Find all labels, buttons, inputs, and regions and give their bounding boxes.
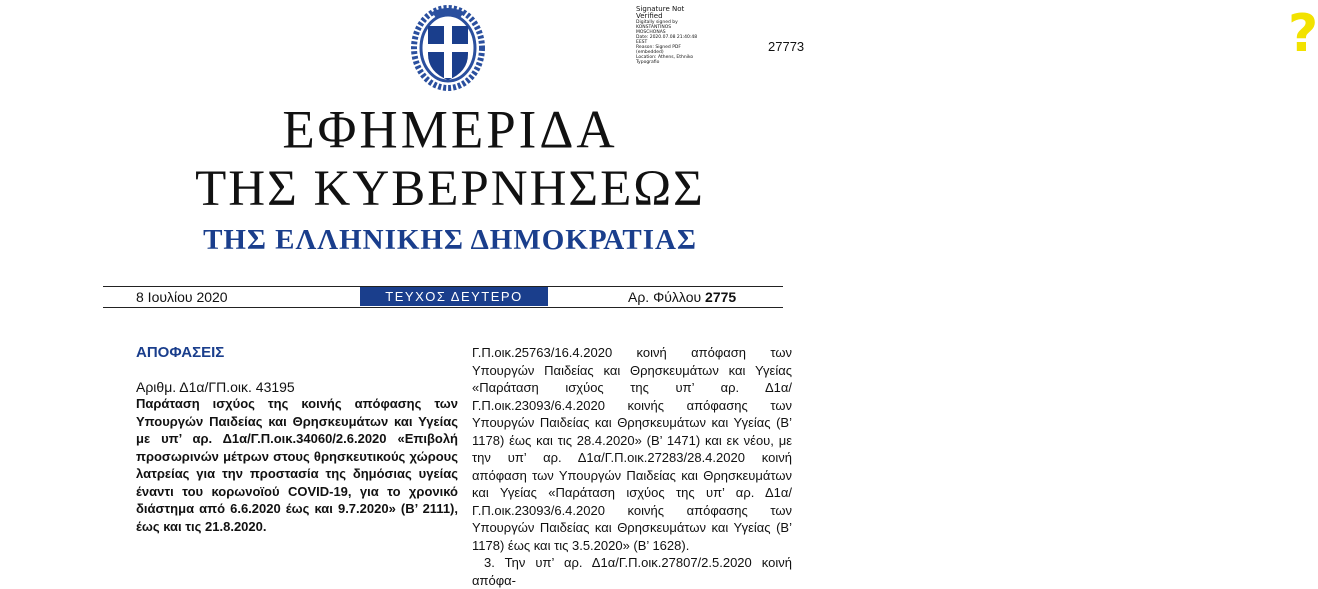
gazette-subtitle: ΤΗΣ ΚΥΒΕΡΝΗΣΕΩΣ — [195, 161, 705, 217]
sheet-number: Αρ. Φύλλου 2775 — [628, 289, 737, 305]
page-number: 27773 — [768, 39, 805, 54]
issue-type-badge: ΤΕΥΧΟΣ ΔΕΥΤΕΡΟ — [360, 287, 548, 306]
decision-title: Παράταση ισχύος της κοινής απόφασης των Υπουργών Παιδείας και Θρησκευμάτων και Υγείας με υπ’ αρ. Δ1α/Γ.Π.οικ.34060/2.6.2020 «Επιβολή προσωρινών μέτρων στους θρησκευτικούς χώρους λατρείας για την προστασία της δημόσιας υγείας έναντι του κορωνοϊού COVID-19, για το χρονικό διάστημα από 6.6.2020 έως και 9.7.2020» (Β’ 2111), έως και τις 21.8.2020. — [136, 396, 458, 534]
left-column — [136, 344, 458, 535]
section-heading: ΑΠΟΦΑΣΕΙΣ — [136, 344, 225, 361]
decision-number: Αριθμ. Δ1α/ΓΠ.οικ. 43195 — [136, 379, 295, 395]
issue-bar-bottom-rule — [103, 307, 783, 308]
greek-coat-of-arms-emblem — [410, 4, 486, 90]
gazette-title: ΕΦΗΜΕΡΙΔΑ — [282, 100, 618, 160]
body-paragraph: 3. Την υπ’ αρ. Δ1α/Γ.Π.οικ.27807/2.5.2020 κοινή απόφα- — [472, 555, 792, 588]
issue-date: 8 Ιουλίου 2020 — [136, 289, 228, 305]
signature-text: Signature Not Verified Digitally signed by KONSTANTINOS MOSCHONAS Date: 2020.07.08 21:40:48 EEST Reason: Signed PDF (embedded) Location: Athens, Ethniko Typografio — [636, 5, 698, 65]
republic-title: ΤΗΣ ΕΛΛΗΝΙΚΗΣ ΔΗΜΟΚΡΑΤΙΑΣ — [203, 224, 697, 256]
right-column — [472, 344, 792, 589]
body-paragraph: Γ.Π.οικ.25763/16.4.2020 κοινή απόφαση των Υπουργών Παιδείας και Θρησκευμάτων και Υγείας «Παράταση ισχύος της υπ’ αρ. Δ1α/Γ.Π.οικ.23093/6.4.2020 κοινής απόφασης των Υπουργών Παιδείας και Θρησκευμάτων και Υγείας (Β’ 1178) έως και τις 28.4.2020» (Β’ 1471) και εκ νέου, με την υπ’ αρ. Δ1α/Γ.Π.οικ.27283/28.4.2020 κοινή απόφαση των Υπουργών Παιδείας και Θρησκευμάτων και Υγείας «Παράταση ισχύος της υπ’ αρ. Δ1α/Γ.Π.οικ.23093/6.4.2020 κοινής απόφασης των Υπουργών Παιδείας και Θρησκευμάτων και Υγείας (Β’ 1178) έως και τις 3.5.2020» (Β’ 1628). — [472, 345, 792, 553]
question-mark-icon: ? — [1288, 4, 1318, 64]
